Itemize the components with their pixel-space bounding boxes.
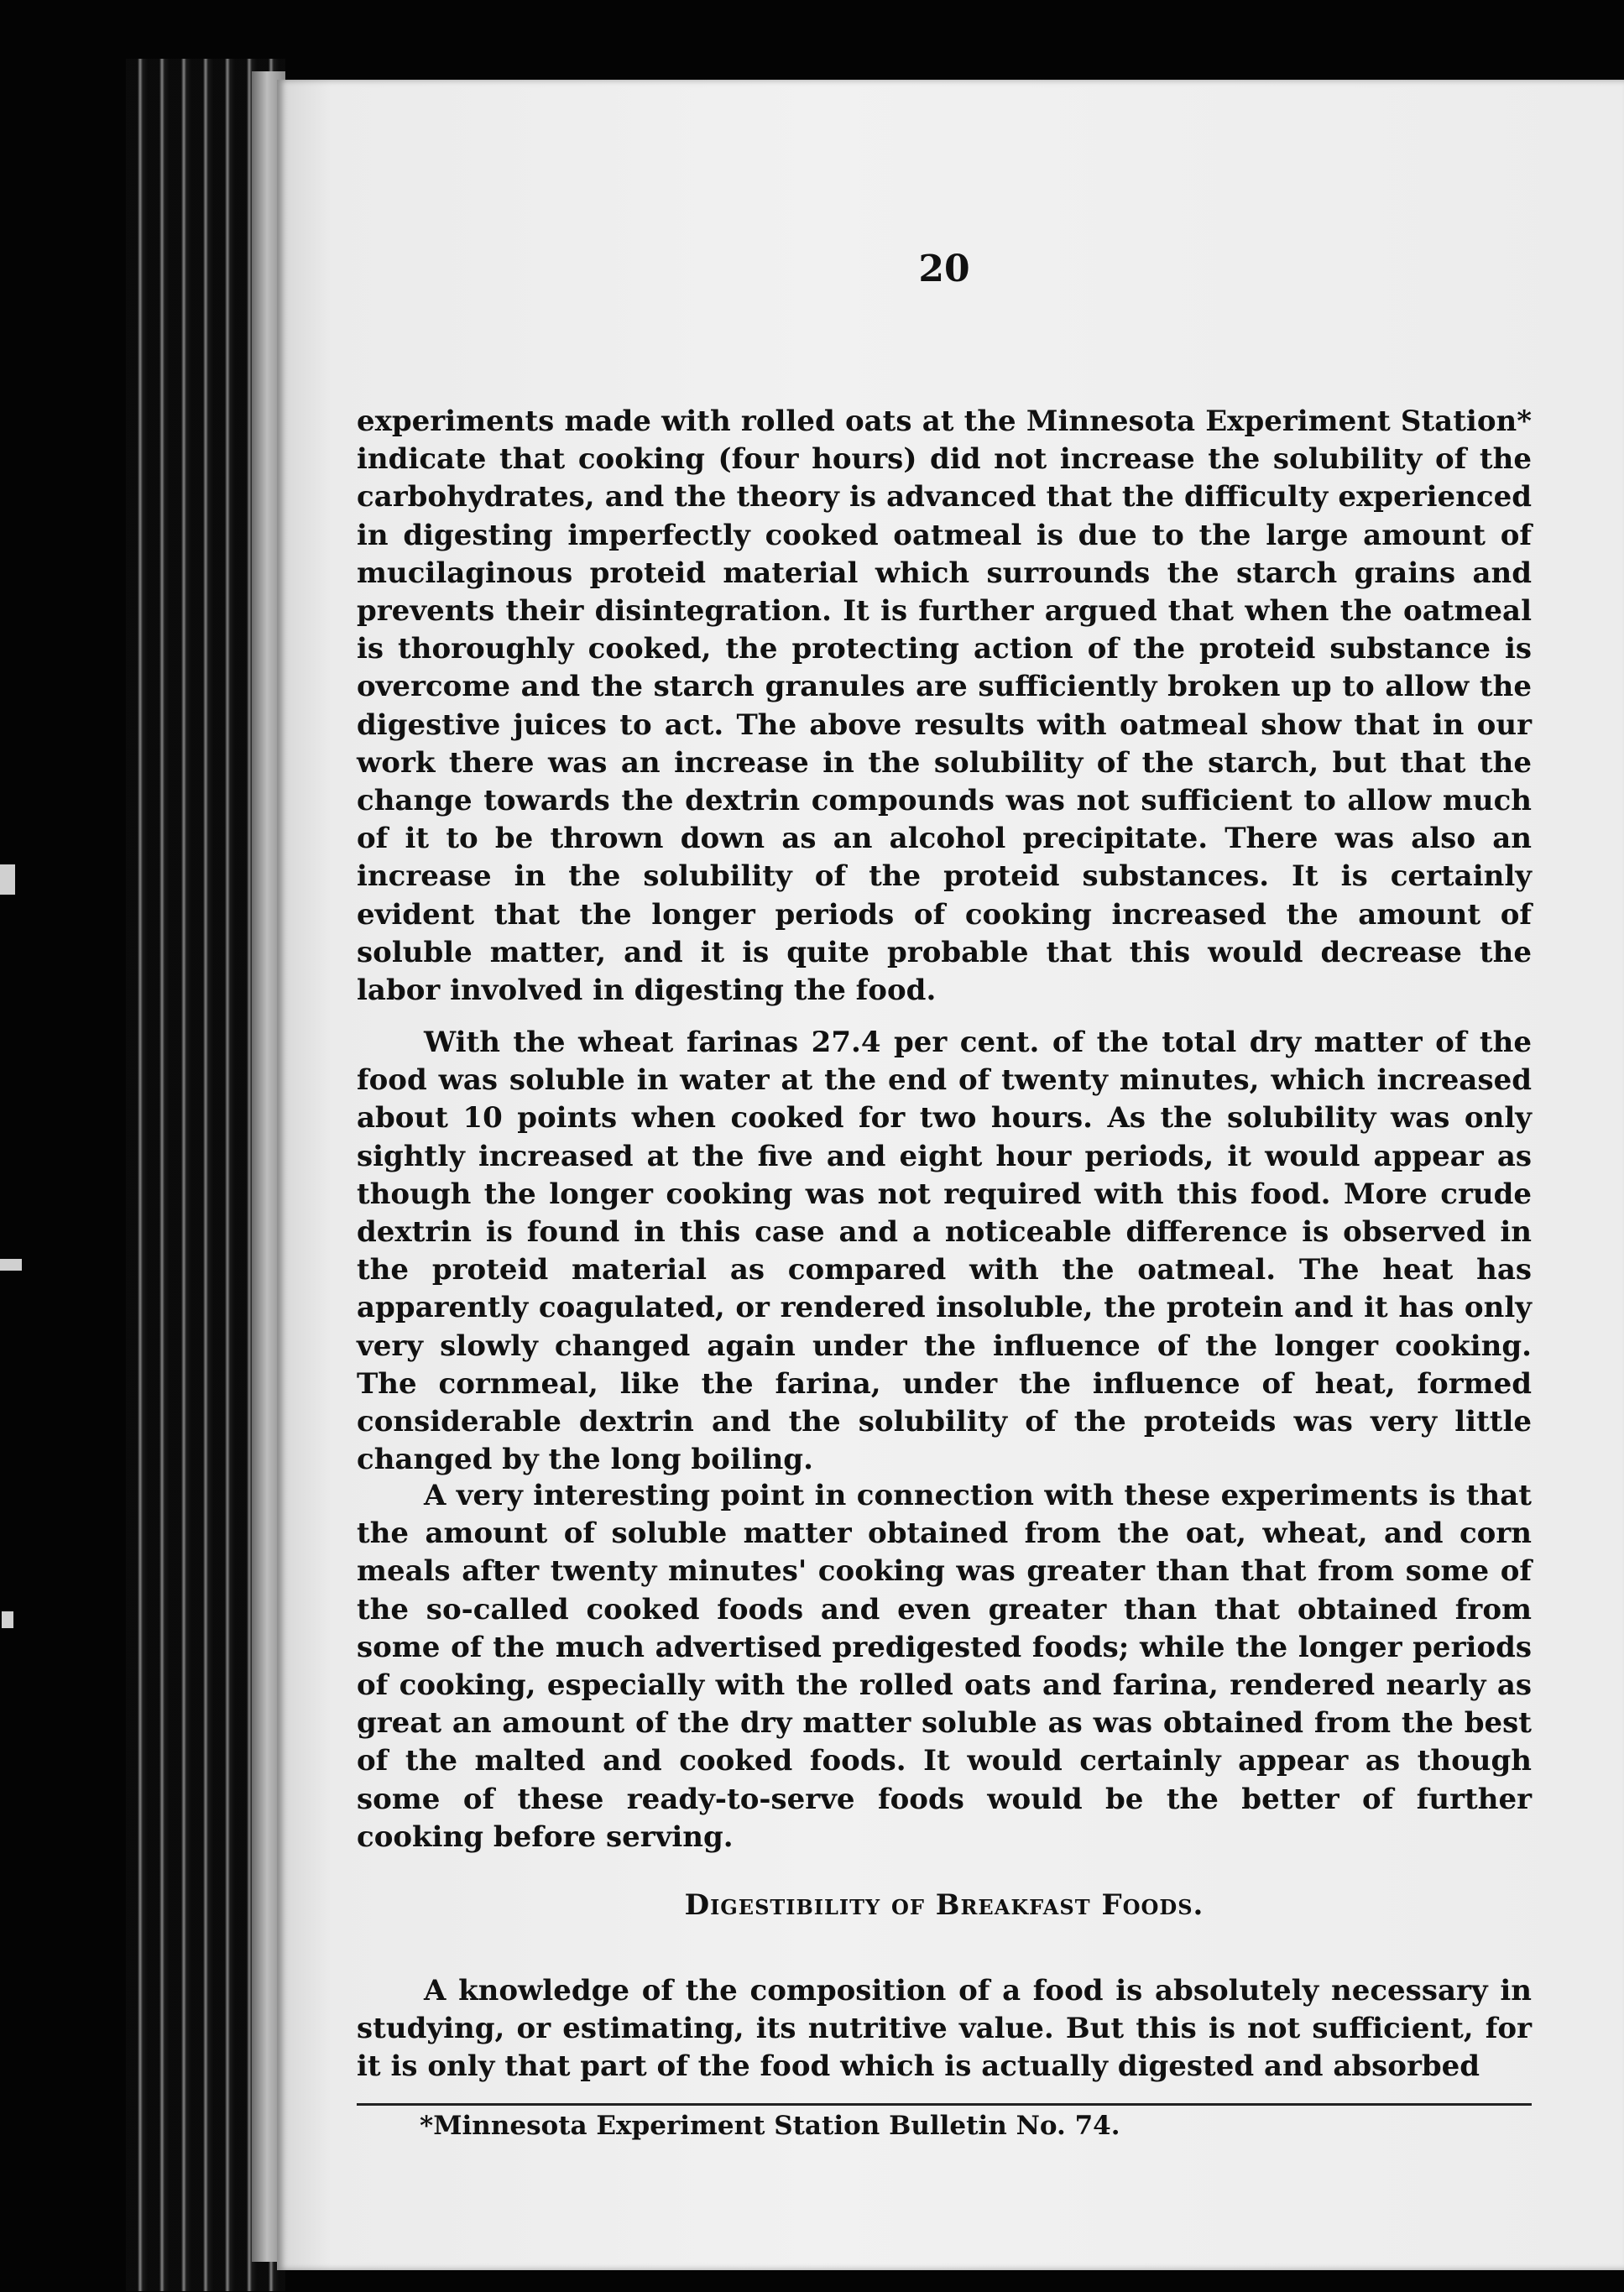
book-page xyxy=(277,80,1624,2270)
page-number: 20 xyxy=(918,248,970,290)
body-paragraph: A knowledge of the composition of a food is absolutely necessary in studying, or estimating, its nutritive value. But this is not sufficient, for it is only that part of the food which is actually digested and absorbed xyxy=(357,1974,1532,2084)
footnote: *Minnesota Experiment Station Bulletin No. 74. xyxy=(420,2111,1120,2141)
body-paragraph: With the wheat farinas 27.4 per cent. of the total dry matter of the food was soluble in water at the end of twenty minutes, which increased about 10 points when cooked for two hours. As the solubility was only sightly increased at the five and eight hour periods, it would appear as though the longer cooking was not required with this food. More crude dextrin is found in this case and a noticeable difference is observed in the proteid material as compared with the oatmeal. The heat has apparently coagulated, or rendered insoluble, the protein and it has only very slowly changed again under the influence of the longer cooking. The cornmeal, like the farina, under the influence of heat, formed considerable dextrin and the solubility of the proteids was very little changed by the long boiling. xyxy=(357,1026,1532,1477)
footnote-rule xyxy=(357,2103,1532,2106)
section-heading: Digestibility of Breakfast Foods. xyxy=(684,1888,1204,1922)
body-paragraph: A very interesting point in connection with these experiments is that the amount of soluble matter obtained from the oat, wheat, and corn meals after twenty minutes' cooking was greater than that from some of the so-called cooked foods and even greater than that obtained from some of the much advertised predigested foods; while the longer periods of cooking, especially with the rolled oats and farina, rendered nearly as great an amount of the dry matter soluble as was obtained from the best of the malted and cooked foods. It would certainly appear as though some of these ready-to-serve foods would be the better of further cooking before serving. xyxy=(357,1479,1532,1854)
margin-speck xyxy=(2,1611,13,1628)
margin-speck xyxy=(0,1259,22,1271)
body-paragraph: experiments made with rolled oats at the Minnesota Experiment Station* indicate that cooking (four hours) did not increase the solubility of the carbohydrates, and the theory is advanced that the difficulty experienced in digesting imperfectly cooked oatmeal is due to the large amount of mucilaginous proteid material which surrounds the starch grains and prevents their disintegration. It is further argued that when the oatmeal is thoroughly cooked, the protecting action of the proteid substance is overcome and the starch granules are sufficiently broken up to allow the digestive juices to act. The above results with oatmeal show that in our work there was an increase in the solubility of the starch, but that the change towards the dextrin compounds was not sufficient to allow much of it to be thrown down as an alcohol precipitate. There was also an increase in the solubility of the proteid substances. It is certainly evident that the longer periods of cooking increased the amount of soluble matter, and it is quite probable that this would decrease the labor involved in digesting the food. xyxy=(357,405,1532,1008)
page-content xyxy=(357,80,1532,2270)
margin-speck xyxy=(0,864,15,895)
